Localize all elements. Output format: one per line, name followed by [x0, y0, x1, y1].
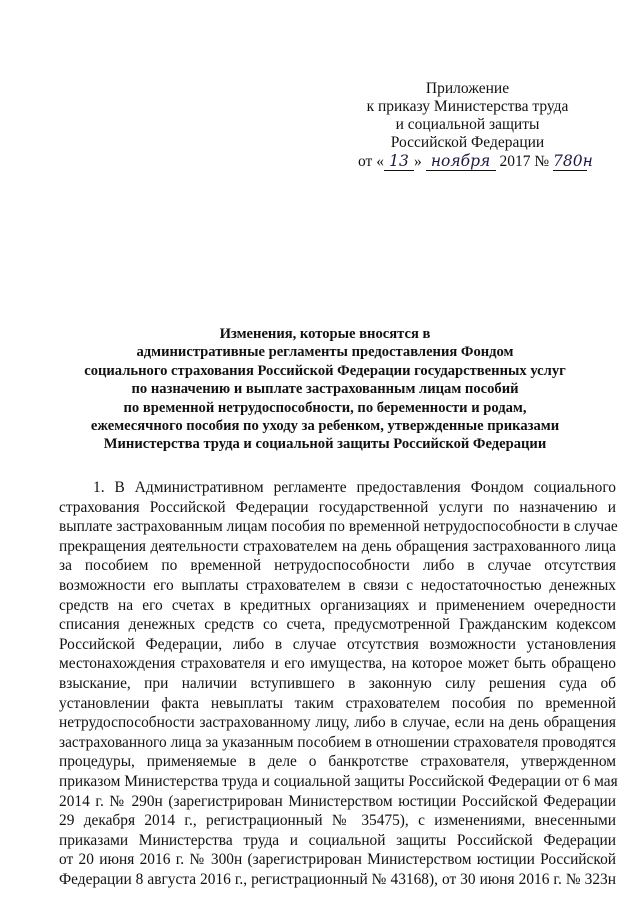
body-line: нетрудоспособности застрахованному лицу, либо в случае, если на день обращения [59, 714, 616, 732]
body-line: выплате застрахованным лицам пособия по временной нетрудоспособности в случае [59, 518, 618, 536]
body-line: списания денежных средств со счета, предусмотренной Гражданским кодексом [59, 616, 616, 634]
body-line: 1. В Административном регламенте предоставления Фондом социального [93, 479, 616, 496]
handwritten-month: ноября [426, 152, 496, 171]
date-mid: » [413, 153, 422, 170]
document-title [80, 325, 570, 454]
appendix-country: Российской Федерации [390, 134, 545, 151]
appendix-title: Приложение [425, 80, 510, 97]
body-line: установлении факта невыплаты таким страхователем пособия по временной [59, 694, 616, 712]
handwritten-day: 13 [384, 152, 414, 171]
appendix-order-ref: к приказу Министерства труда [366, 98, 569, 115]
title-line: административные регламенты предоставления Фондом [136, 344, 514, 361]
body-line: местонахождения страхователя и его имущества, на которое может быть обращено [59, 655, 616, 673]
body-line: 29 декабря 2014 г., регистрационный № 35475), с изменениями, внесенными [59, 812, 616, 830]
handwritten-order-number: 780н [553, 152, 593, 170]
body-line: Федерации 8 августа 2016 г., регистрационный № 43168), от 30 июня 2016 г. № 323н [59, 870, 616, 888]
body-line: застрахованного лица за указанным пособием в отношении страхователя проводятся [59, 733, 616, 751]
body-line: прекращения деятельности страхователем на день обращения застрахованного лица [59, 537, 616, 555]
body-line: процедуры, применяемые в деле о банкротстве страхователя, утвержденном [59, 753, 616, 771]
body-line: от 20 июня 2016 г. № 300н (зарегистрирован Министерством юстиции Российской [59, 851, 616, 869]
body-paragraph [59, 478, 616, 889]
body-line: 2014 г. № 290н (зарегистрирован Министерством юстиции Российской Федерации [59, 792, 616, 810]
date-prefix: от « [358, 153, 384, 170]
title-line: ежемесячного пособия по уходу за ребенком, утвержденные приказами [90, 418, 560, 435]
title-line: по назначению и выплате застрахованным лицам пособий [131, 381, 519, 398]
appendix-header [340, 80, 595, 171]
year-text: 2017 № [499, 153, 550, 170]
body-line: страхования Российской Федерации государственной услуги по назначению и [59, 498, 616, 516]
body-line: приказом Министерства труда и социальной защиты Российской Федерации от 6 мая [59, 772, 618, 790]
body-line: приказами Министерства труда и социальной защиты Российской Федерации [59, 831, 616, 849]
body-line: за пособием по временной нетрудоспособности либо в случае отсутствия [59, 557, 616, 575]
body-line: средств на его счетах в кредитных организациях и применением очередности [59, 596, 616, 614]
body-line: возможности его выплаты страхователем в связи с недостаточностью денежных [59, 576, 616, 594]
title-line: Министерства труда и социальной защиты Российской Федерации [103, 436, 547, 453]
body-line: Российской Федерации, либо в случае отсутствия возможности установления [59, 635, 616, 653]
order-date-line [340, 152, 595, 171]
appendix-ministry: и социальной защиты [395, 116, 540, 133]
title-line: социального страхования Российской Федерации государственных услуг [84, 362, 566, 379]
title-line: по временной нетрудоспособности, по беременности и родам, [123, 399, 527, 416]
body-line: взыскание, при наличии вступившего в законную силу решения суда об [59, 674, 616, 692]
title-line: Изменения, которые вносятся в [219, 326, 431, 342]
